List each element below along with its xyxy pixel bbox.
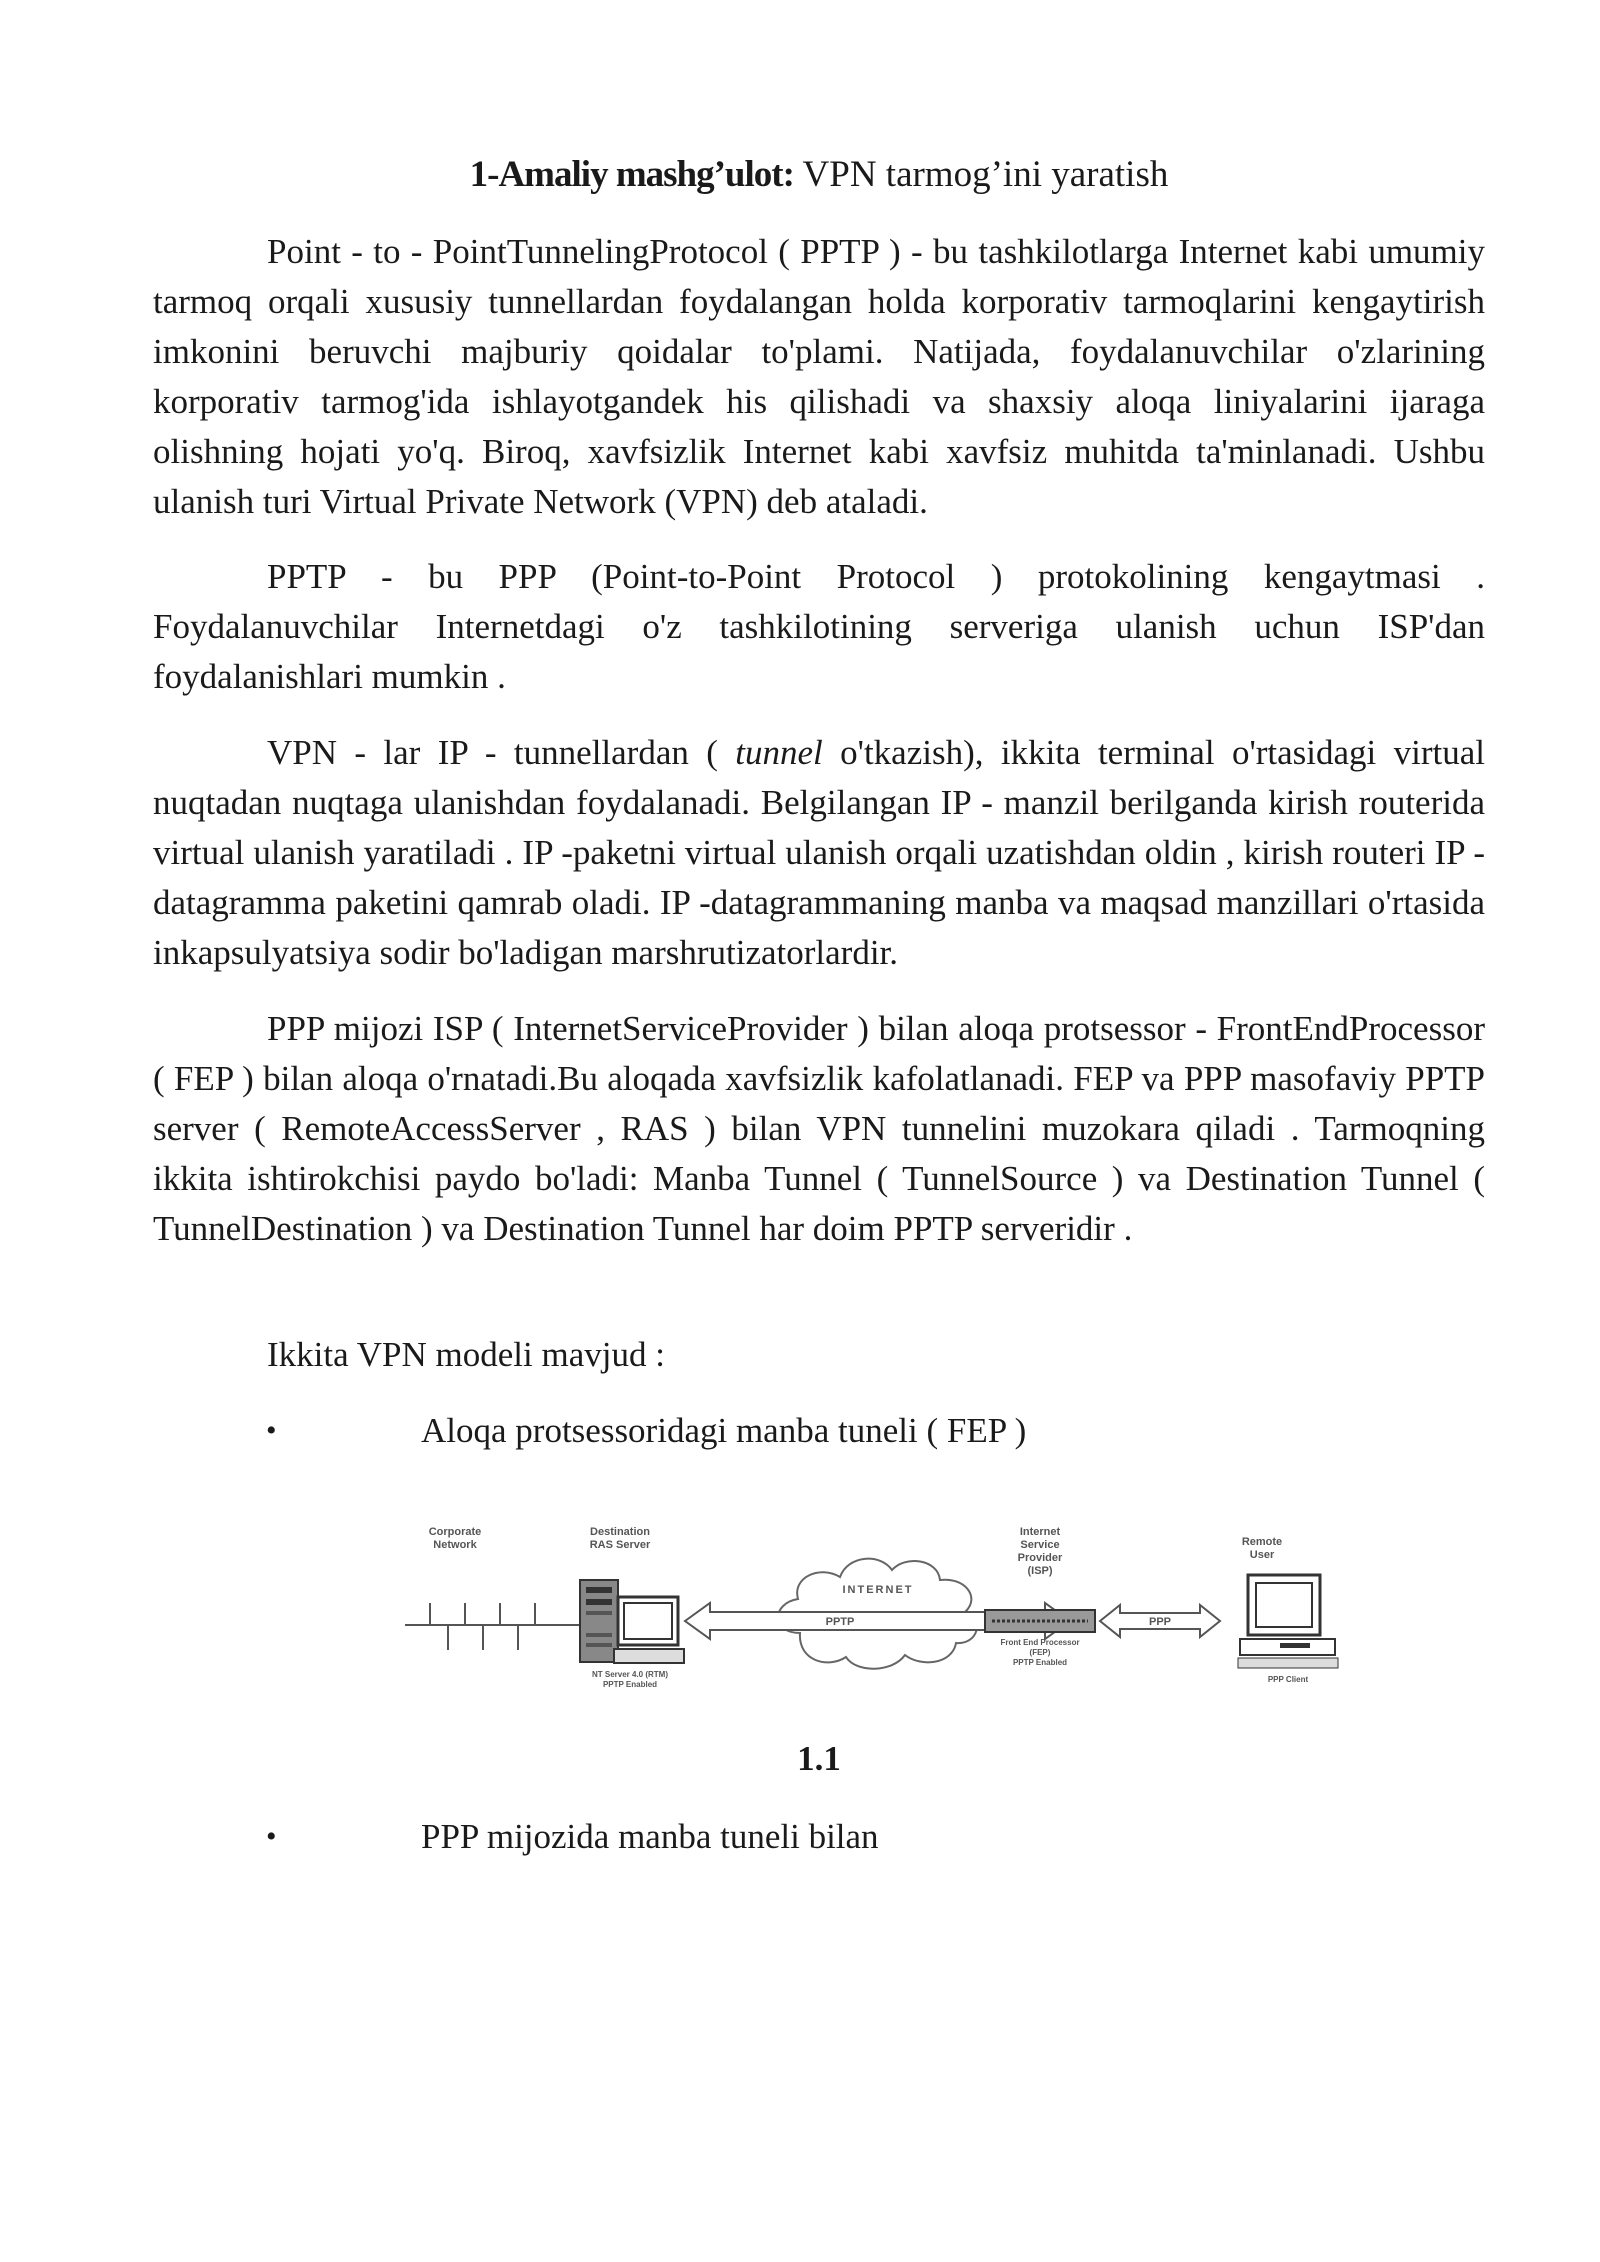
isp-label-2: Service: [1020, 1539, 1060, 1551]
paragraph-pptp-extension: PPTP - bu PPP (Point-to-Point Protocol ) protokolining kengaytmasi . Foydalanuvchilar Internetdagi o'z tashkilotining serveriga ulanish uchun ISP'dan foydalanishlari mumkin .: [153, 557, 1485, 696]
page-title: [153, 150, 1485, 200]
corporate-label-1: Corporate: [428, 1526, 482, 1538]
bullet-icon: •: [266, 1820, 277, 1853]
internet-label: INTERNET: [842, 1584, 914, 1596]
ppp-client-label: PPP Client: [1267, 1675, 1309, 1684]
paragraph-vpn-models: Ikkita VPN modeli mavjud :: [267, 1335, 665, 1374]
list-item-text: Aloqa protsessoridagi manba tuneli ( FEP ): [421, 1411, 1027, 1450]
pptp-label: PPTP: [825, 1616, 855, 1628]
paragraph-pptp-intro: Point - to - PointTunnelingProtocol ( PPTP ) - bu tashkilotlarga Internet kabi umumiy tarmoq orqali xususiy tunnellardan foydalangan holda korporativ tarmoqlarini kengaytirish imkonini beruvchi majburiy qoidalar to'plami. Natijada, foydalanuvchilar o'zlarining korporativ tarmog'ida ishlayotgandek his qilishadi va shaxsiy aloqa liniyalarini ijaraga olishning hojati yo'q. Biroq, xavfsizlik Internet kabi xavfsiz muhitda ta'minlanadi. Ushbu ulanish turi Virtual Private Network (VPN) deb ataladi.: [153, 232, 1485, 521]
nt-server-label-2: PPTP Enabled: [602, 1680, 658, 1689]
title-bold: 1-Amaliy mashg’ulot:: [469, 154, 794, 195]
figure-caption: 1.1: [797, 1739, 841, 1778]
remote-label-2: User: [1249, 1549, 1275, 1561]
p3-before: VPN - lar IP - tunnellardan (: [267, 733, 736, 772]
corporate-network-icon: [405, 1603, 590, 1650]
fep-router-icon: [985, 1610, 1095, 1632]
paragraph-vpn-tunnels: [153, 728, 1485, 978]
remote-user-pc-icon: [1238, 1575, 1338, 1668]
isp-label-3: Provider: [1017, 1552, 1063, 1564]
bullet-icon: •: [266, 1414, 277, 1447]
fep-label-3: PPTP Enabled: [1012, 1658, 1068, 1667]
ppp-label: PPP: [1148, 1616, 1172, 1628]
destination-label-2: RAS Server: [589, 1539, 651, 1551]
paragraph-ppp-client: PPP mijozi ISP ( InternetServiceProvider ) bilan aloqa protsessor - FrontEndProcessor ( FEP ) bilan aloqa o'rnatadi.Bu aloqada xavfsizlik kafolatlanadi. FEP va PPP masofaviy PPTP server ( RemoteAccessServer , RAS ) bilan VPN tunnelini muzokara qiladi . Tarmoqning ikkita ishtirokchisi paydo bo'ladi: Manba Tunnel ( TunnelSource ) va Destination Tunnel ( TunnelDestination ) va Destination Tunnel har doim PPTP serveridir .: [153, 1009, 1485, 1248]
p3-after: o'tkazish), ikkita terminal o'rtasidagi virtual nuqtadan nuqtaga ulanishdan foydalanadi. Belgilangan IP - manzil berilganda kirish routerida virtual ulanish yaratiladi . IP -paketni virtual ulanish orqali uzatishdan oldin , kirish routeri IP - datagramma paketini qamrab oladi. IP -datagrammaning manba va maqsad manzillari o'rtasida inkapsulyatsiya sodir bo'ladigan marshrutizatorlardir.: [153, 733, 1485, 972]
server-icon: [580, 1580, 684, 1663]
remote-label-1: Remote: [1241, 1536, 1283, 1548]
isp-label-1: Internet: [1019, 1526, 1061, 1538]
corporate-label-2: Network: [433, 1539, 477, 1551]
nt-server-label-1: NT Server 4.0 (RTM): [591, 1670, 669, 1679]
list-item-text: PPP mijozida manba tuneli bilan: [421, 1817, 879, 1856]
vpn-diagram: [400, 1515, 1360, 1705]
fep-label-1: Front End Processor: [1000, 1638, 1080, 1647]
destination-label-1: Destination: [590, 1526, 650, 1538]
fep-label-2: (FEP): [1029, 1648, 1051, 1657]
p3-italic: tunnel: [735, 733, 823, 772]
isp-label-4: (ISP): [1027, 1565, 1053, 1577]
title-rest: VPN tarmog’ini yaratish: [793, 154, 1169, 195]
